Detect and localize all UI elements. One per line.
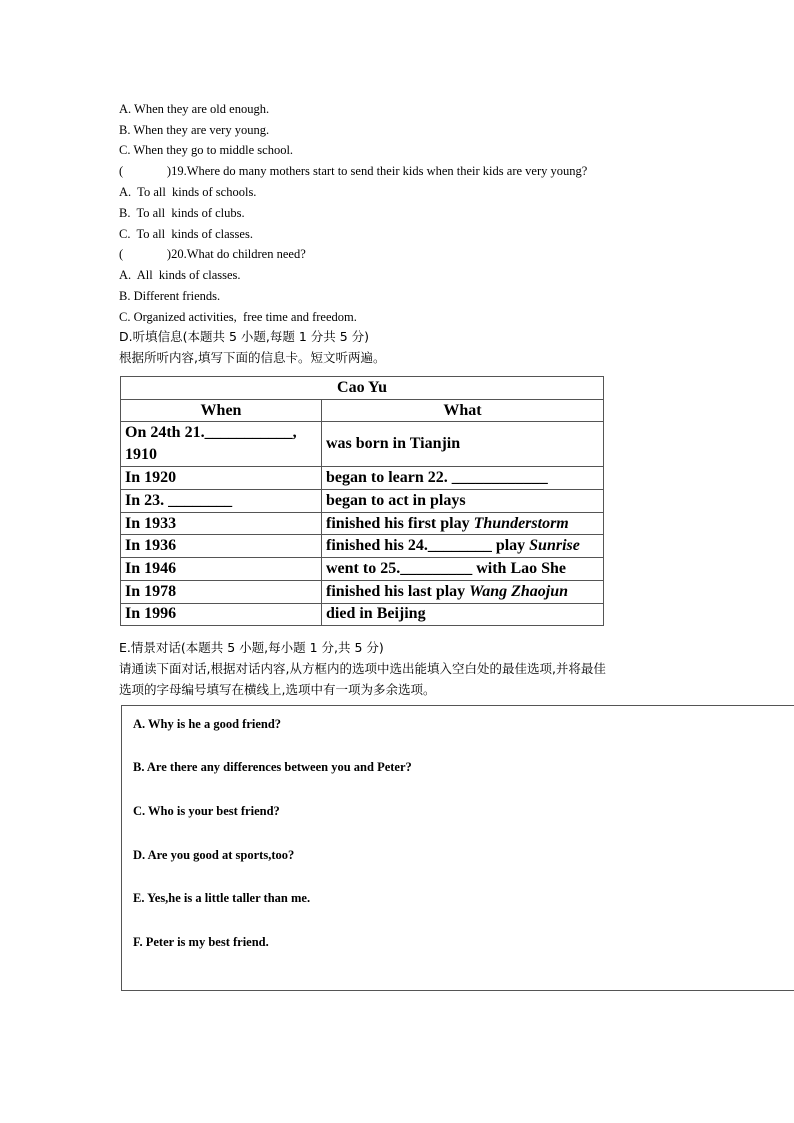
play-title: Thunderstorm	[473, 514, 569, 532]
option-b: B. Are there any differences between you and Peter?	[133, 760, 412, 774]
q18-option-a: A. When they are old enough.	[119, 102, 270, 116]
what-text: finished his last play	[326, 582, 470, 600]
table-row	[121, 467, 604, 490]
table-row	[121, 422, 604, 467]
when-cell: In 1933	[121, 512, 322, 535]
column-header-what: What	[322, 399, 604, 422]
q20-option-b: B. Different friends.	[119, 289, 221, 303]
what-cell	[322, 467, 604, 490]
when-cell: In 1978	[121, 580, 322, 603]
option-d: D. Are you good at sports,too?	[133, 848, 295, 862]
what-cell	[322, 535, 604, 558]
what-text: began to act in plays	[326, 491, 466, 509]
option-a: A. Why is he a good friend?	[133, 717, 282, 731]
what-text: died in Beijing	[326, 605, 426, 623]
what-cell	[322, 512, 604, 535]
when-cell: In 1920	[121, 467, 322, 490]
options-box	[121, 705, 794, 991]
when-cell: In 1996	[121, 603, 322, 626]
section-d-heading: D.听填信息(本题共 5 小题,每题 1 分共 5 分)	[119, 329, 370, 344]
what-text: was born in Tianjin	[326, 435, 461, 453]
table-row	[121, 512, 604, 535]
section-e-instruction-line1: 请通读下面对话,根据对话内容,从方框内的选项中选出能填入空白处的最佳选项,并将最佳	[119, 661, 606, 676]
what-cell	[322, 558, 604, 581]
q19-option-b: B. To all kinds of clubs.	[119, 206, 245, 220]
q18-option-b: B. When they are very young.	[119, 123, 270, 137]
table-row	[121, 580, 604, 603]
what-cell	[322, 580, 604, 603]
what-cell	[322, 422, 604, 467]
when-cell: On 24th 21.___________, 1910	[121, 422, 322, 467]
q20-option-c: C. Organized activities, free time and freedom.	[119, 310, 357, 324]
info-card-table	[120, 376, 604, 626]
play-title: Wang Zhaojun	[469, 582, 569, 600]
table-row	[121, 535, 604, 558]
what-text: finished his 24.________ play	[326, 537, 530, 555]
column-header-when: When	[121, 399, 322, 422]
when-cell: In 1946	[121, 558, 322, 581]
option-c: C. Who is your best friend?	[133, 804, 280, 818]
section-e-heading: E.情景对话(本题共 5 小题,每小题 1 分,共 5 分)	[119, 640, 384, 655]
what-text: began to learn 22. ____________	[326, 469, 548, 487]
what-cell	[322, 603, 604, 626]
q20-stem: ( )20.What do children need?	[119, 247, 306, 261]
play-title: Sunrise	[529, 537, 580, 555]
when-cell: In 1936	[121, 535, 322, 558]
what-text: went to 25._________ with Lao She	[326, 559, 567, 577]
q19-stem: ( )19.Where do many mothers start to send their kids when their kids are very young?	[119, 164, 588, 178]
option-f: F. Peter is my best friend.	[133, 935, 269, 949]
option-e: E. Yes,he is a little taller than me.	[133, 891, 311, 905]
table-row	[121, 558, 604, 581]
q19-option-a: A. To all kinds of schools.	[119, 185, 257, 199]
q18-option-c: C. When they go to middle school.	[119, 143, 294, 157]
table-row	[121, 490, 604, 513]
q19-option-c: C. To all kinds of classes.	[119, 227, 253, 241]
section-e-instruction-line2: 选项的字母编号填写在横线上,选项中有一项为多余选项。	[119, 682, 436, 697]
table-title: Cao Yu	[121, 377, 604, 400]
table-row	[121, 603, 604, 626]
what-text: finished his first play	[326, 514, 474, 532]
section-d-instruction: 根据所听内容,填写下面的信息卡。短文听两遍。	[119, 350, 386, 365]
when-cell: In 23. ________	[121, 490, 322, 513]
q20-option-a: A. All kinds of classes.	[119, 268, 241, 282]
what-cell	[322, 490, 604, 513]
